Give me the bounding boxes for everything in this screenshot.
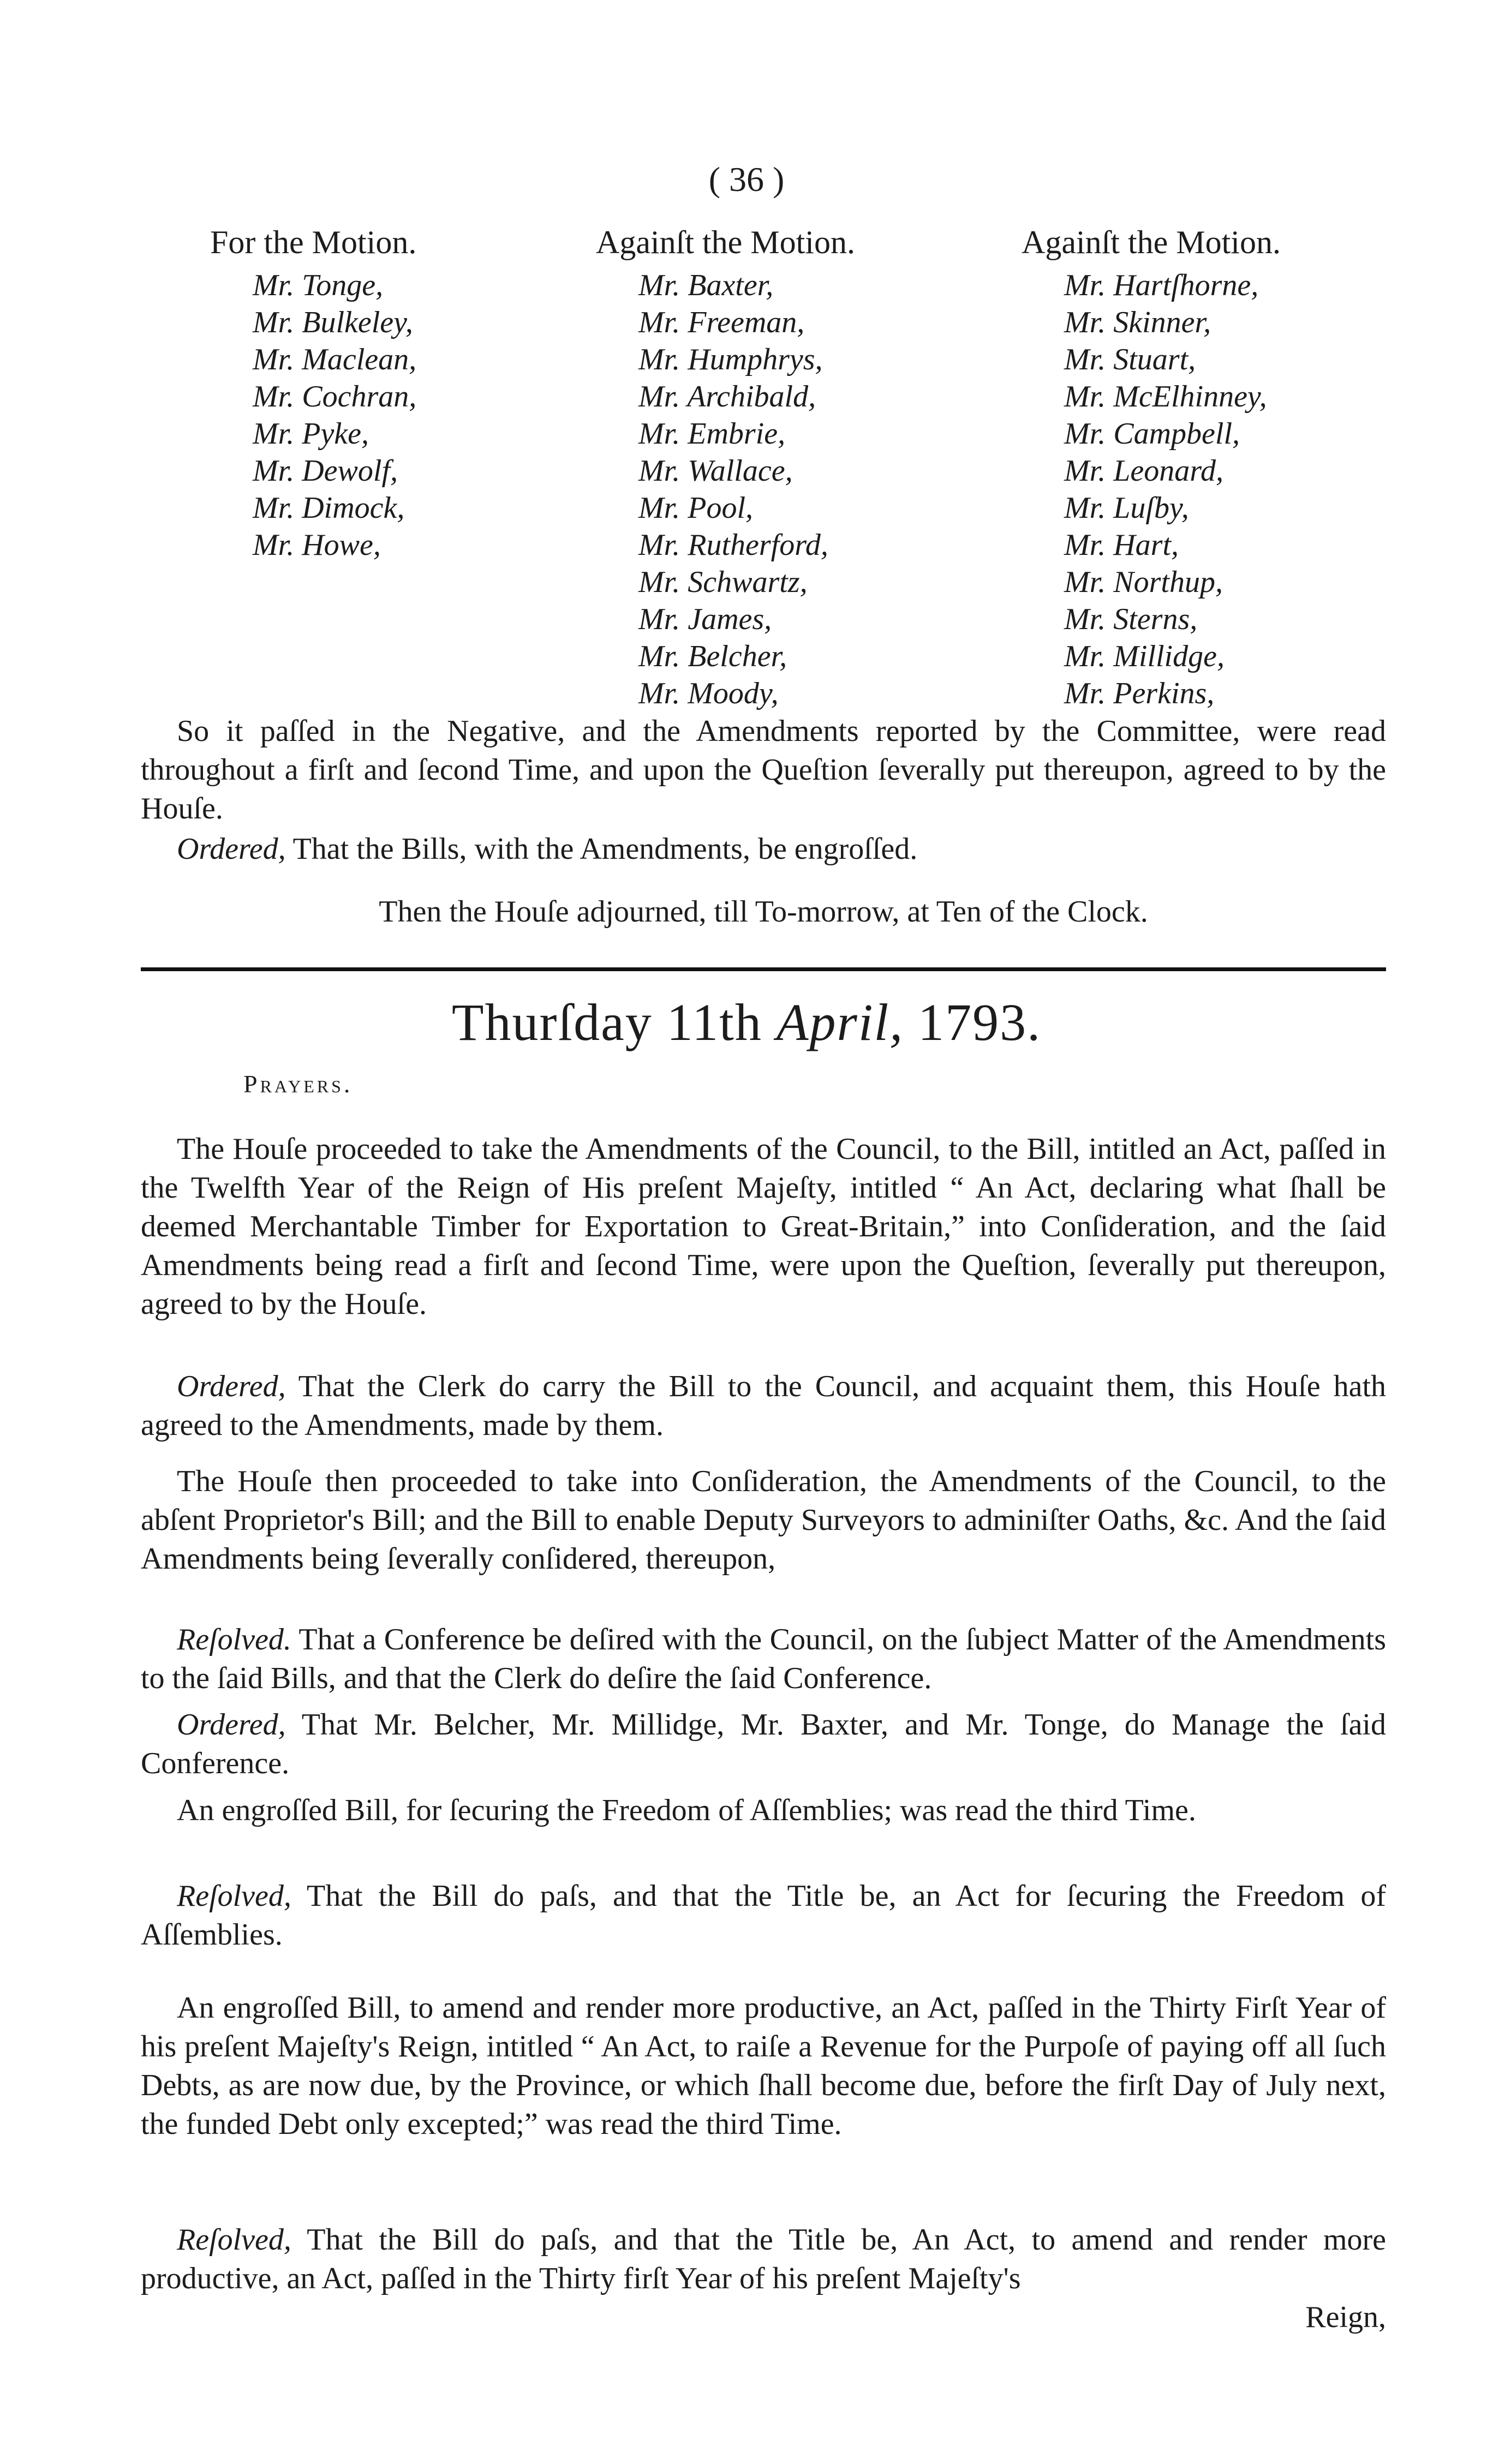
member-name: Mr. Freeman, (638, 306, 805, 339)
member-name: Mr. Skinner, (1064, 306, 1211, 339)
paragraph-text: That a Conference be deſired with the Council, on the ſubject Matter of the Amendments to the ſaid Bills, and that the Clerk do deſire the ſaid Conference. (141, 1623, 1386, 1695)
member-name: Mr. Tonge, (253, 268, 384, 302)
paragraph-lead: Reſolved, (177, 2223, 291, 2257)
paragraph-resolved-conference (141, 1620, 1386, 1698)
member-name: Mr. Bulkeley, (253, 306, 413, 339)
paragraph-timber-amendments: The Houſe proceeded to take the Amendments of the Council, to the Bill, intitled an Act, paſſed in the Twelfth Year of the Reign of His preſent Majeſty, intitled “ An Act, declaring what ſhall be deemed Merchantable Timber for Exportation to Great-Britain,” into Conſideration, and the ſaid Amendments being read a firſt and ſecond Time, were upon the Queſtion, ſeverally put thereupon, agreed to by the Houſe. (141, 1132, 1386, 1321)
paragraph-text: That Mr. Belcher, Mr. Millidge, Mr. Baxter, and Mr. Tonge, do Manage the ſaid Conference. (141, 1708, 1386, 1780)
member-name: Mr. Maclean, (253, 343, 417, 376)
member-name: Mr. McElhinney, (1064, 380, 1267, 414)
against-motion-column-1 (596, 224, 855, 712)
page-number: ( 36 ) (708, 160, 785, 199)
paragraph-clerk-carry-bill (141, 1367, 1386, 1445)
member-name: Mr. James, (638, 602, 772, 636)
paragraph-lead: Ordered, (177, 1708, 286, 1742)
paragraph-lead: Reſolved. (177, 1623, 291, 1656)
for-motion-names (210, 267, 416, 564)
member-name: Mr. Moody, (638, 677, 779, 710)
paragraph-text: That the Bills, with the Amendments, be engroſſed. (285, 832, 918, 866)
against-motion-names-2 (1022, 267, 1281, 712)
date-heading (0, 992, 1493, 1052)
date-year: 1793. (904, 993, 1042, 1051)
paragraph-ordered-engrossed (141, 830, 1386, 869)
paragraph-text: That the Clerk do carry the Bill to the Council, and acquaint them, this Houſe hath agreed to the Amendments, made by them. (141, 1369, 1386, 1442)
paragraph-text: That the Bill do paſs, and that the Title be, An Act, to amend and render more productive, an Act, paſſed in the Thirty firſt Year of his preſent Majeſty's (141, 2223, 1386, 2295)
for-motion-heading: For the Motion. (210, 224, 417, 260)
paragraph-resolved-revenue (141, 2221, 1386, 2298)
paragraph-adjourned: Then the Houſe adjourned, till To-morrow, at Ten of the Clock. (379, 895, 1148, 929)
catchword: Reign, (1305, 2300, 1386, 2334)
member-name: Mr. Perkins, (1064, 677, 1215, 710)
member-name: Mr. Belcher, (638, 639, 787, 673)
member-name: Mr. Stuart, (1064, 343, 1196, 376)
member-name: Mr. Howe, (253, 528, 381, 562)
paragraph-assemblies-bill: An engroſſed Bill, for ſecuring the Freedom of Aſſemblies; was read the third Time. (177, 1793, 1196, 1827)
member-name: Mr. Pyke, (253, 417, 369, 451)
paragraph-lead: Ordered, (177, 1369, 286, 1403)
member-name: Mr. Wallace, (638, 454, 793, 488)
against-motion-column-2 (1022, 224, 1281, 712)
paragraph-text: That the Bill do paſs, and that the Title be, an Act for ſecuring the Freedom of Aſſemblies. (141, 1879, 1386, 1952)
member-name: Mr. Archibald, (638, 380, 816, 414)
date-day: Thurſday 11th (451, 993, 777, 1051)
paragraph-absent-proprietor: The Houſe then proceeded to take into Conſideration, the Amendments of the Council, to the abſent Proprietor's Bill; and the Bill to enable Deputy Surveyors to adminiſter Oaths, &c. And the ſaid Amendments being ſeverally conſidered, thereupon, (141, 1464, 1386, 1576)
member-name: Mr. Schwartz, (638, 565, 808, 599)
member-name: Mr. Sterns, (1064, 602, 1198, 636)
paragraph-revenue-bill: An engroſſed Bill, to amend and render more productive, an Act, paſſed in the Thirty Firſt Year of his preſent Majeſty's Reign, intitled “ An Act, to raiſe a Revenue for the Purpoſe of paying off all ſuch Debts, as are now due, by the Province, or which ſhall become due, before the firſt Day of July next, the funded Debt only excepted;” was read the third Time. (141, 1991, 1386, 2141)
member-name: Mr. Pool, (638, 491, 753, 525)
against-motion-heading-2: Againſt the Motion. (1022, 224, 1281, 260)
paragraph-lead: Reſolved, (177, 1879, 291, 1913)
member-name: Mr. Leonard, (1064, 454, 1223, 488)
against-motion-heading-1: Againſt the Motion. (596, 224, 855, 260)
section-divider-rule (141, 967, 1386, 971)
member-name: Mr. Humphrys, (638, 343, 823, 376)
member-name: Mr. Campbell, (1064, 417, 1240, 451)
prayers-label: Prayers. (243, 1070, 353, 1098)
against-motion-names-1 (596, 267, 855, 712)
paragraph-resolved-assemblies (141, 1877, 1386, 1954)
member-name: Mr. Embrie, (638, 417, 786, 451)
member-name: Mr. Hartſhorne, (1064, 268, 1259, 302)
member-name: Mr. Northup, (1064, 565, 1223, 599)
paragraph-managers (141, 1706, 1386, 1783)
member-name: Mr. Hart, (1064, 528, 1179, 562)
date-month: April, (776, 993, 904, 1051)
paragraph-lead: Ordered, (177, 832, 286, 866)
member-name: Mr. Cochran, (253, 380, 417, 414)
member-name: Mr. Millidge, (1064, 639, 1225, 673)
paragraph-negative-result: So it paſſed in the Negative, and the Amendments reported by the Committee, were read throughout a firſt and ſecond Time, and upon the Queſtion ſeverally put thereupon, agreed to by the Houſe. (141, 714, 1386, 826)
member-name: Mr. Baxter, (638, 268, 774, 302)
for-motion-column (210, 224, 416, 564)
member-name: Mr. Dewolf, (253, 454, 398, 488)
member-name: Mr. Dimock, (253, 491, 405, 525)
member-name: Mr. Rutherford, (638, 528, 828, 562)
member-name: Mr. Luſby, (1064, 491, 1189, 525)
